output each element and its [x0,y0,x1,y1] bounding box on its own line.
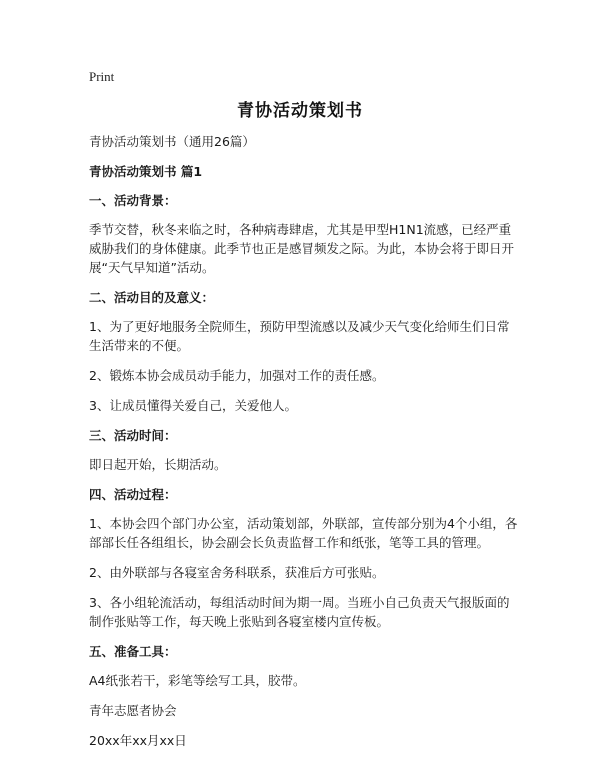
paragraph: 3、各小组轮流活动，每组活动时间为期一周。当班小自己负责天气报版面的制作张贴等工作，每天晚上张贴到各寝室楼内宣传板。 [89,595,510,629]
content-blocks [89,191,521,750]
section-heading: 三、活动时间： [89,428,177,443]
document-title: 青协活动策划书 [237,101,363,121]
paragraph: 2、由外联部与各寝室舍务科联系，获准后方可张贴。 [89,565,385,580]
paragraph: 1、本协会四个部门办公室，活动策划部，外联部，宣传部分别为4个小组，各部部长任各组组长，协会副会长负责监督工作和纸张，笔等工具的管理。 [89,516,518,550]
section-title: 青协活动策划书 篇1 [89,164,203,179]
document-body [89,132,521,761]
paragraph: 即日起开始，长期活动。 [89,457,227,472]
paragraph: 1、为了更好地服务全院师生，预防甲型流感以及减少天气变化给师生们日常生活带来的不便。 [89,319,510,353]
paragraph: 3、让成员懂得关爱自己，关爱他人。 [89,398,297,413]
paragraph: 20xx年xx月xx日 [89,733,187,748]
print-link[interactable]: Print [89,69,115,84]
paragraph: A4纸张若干，彩笔等绘写工具，胶带。 [89,673,306,688]
paragraph: 青年志愿者协会 [89,703,177,718]
section-heading: 四、活动过程： [89,487,177,502]
section-heading: 五、准备工具： [89,644,177,659]
paragraph: 2、锻炼本协会成员动手能力，加强对工作的责任感。 [89,368,385,383]
section-heading: 二、活动目的及意义： [89,290,215,305]
paragraph: 季节交替，秋冬来临之时，各种病毒肆虐，尤其是甲型H1N1流感，已经严重威胁我们的身体健康。此季节也正是感冒频发之际。为此，本协会将于即日开展“天气早知道”活动。 [89,222,515,275]
document-subtitle: 青协活动策划书（通用26篇） [89,134,255,149]
section-heading: 一、活动背景： [89,193,177,208]
